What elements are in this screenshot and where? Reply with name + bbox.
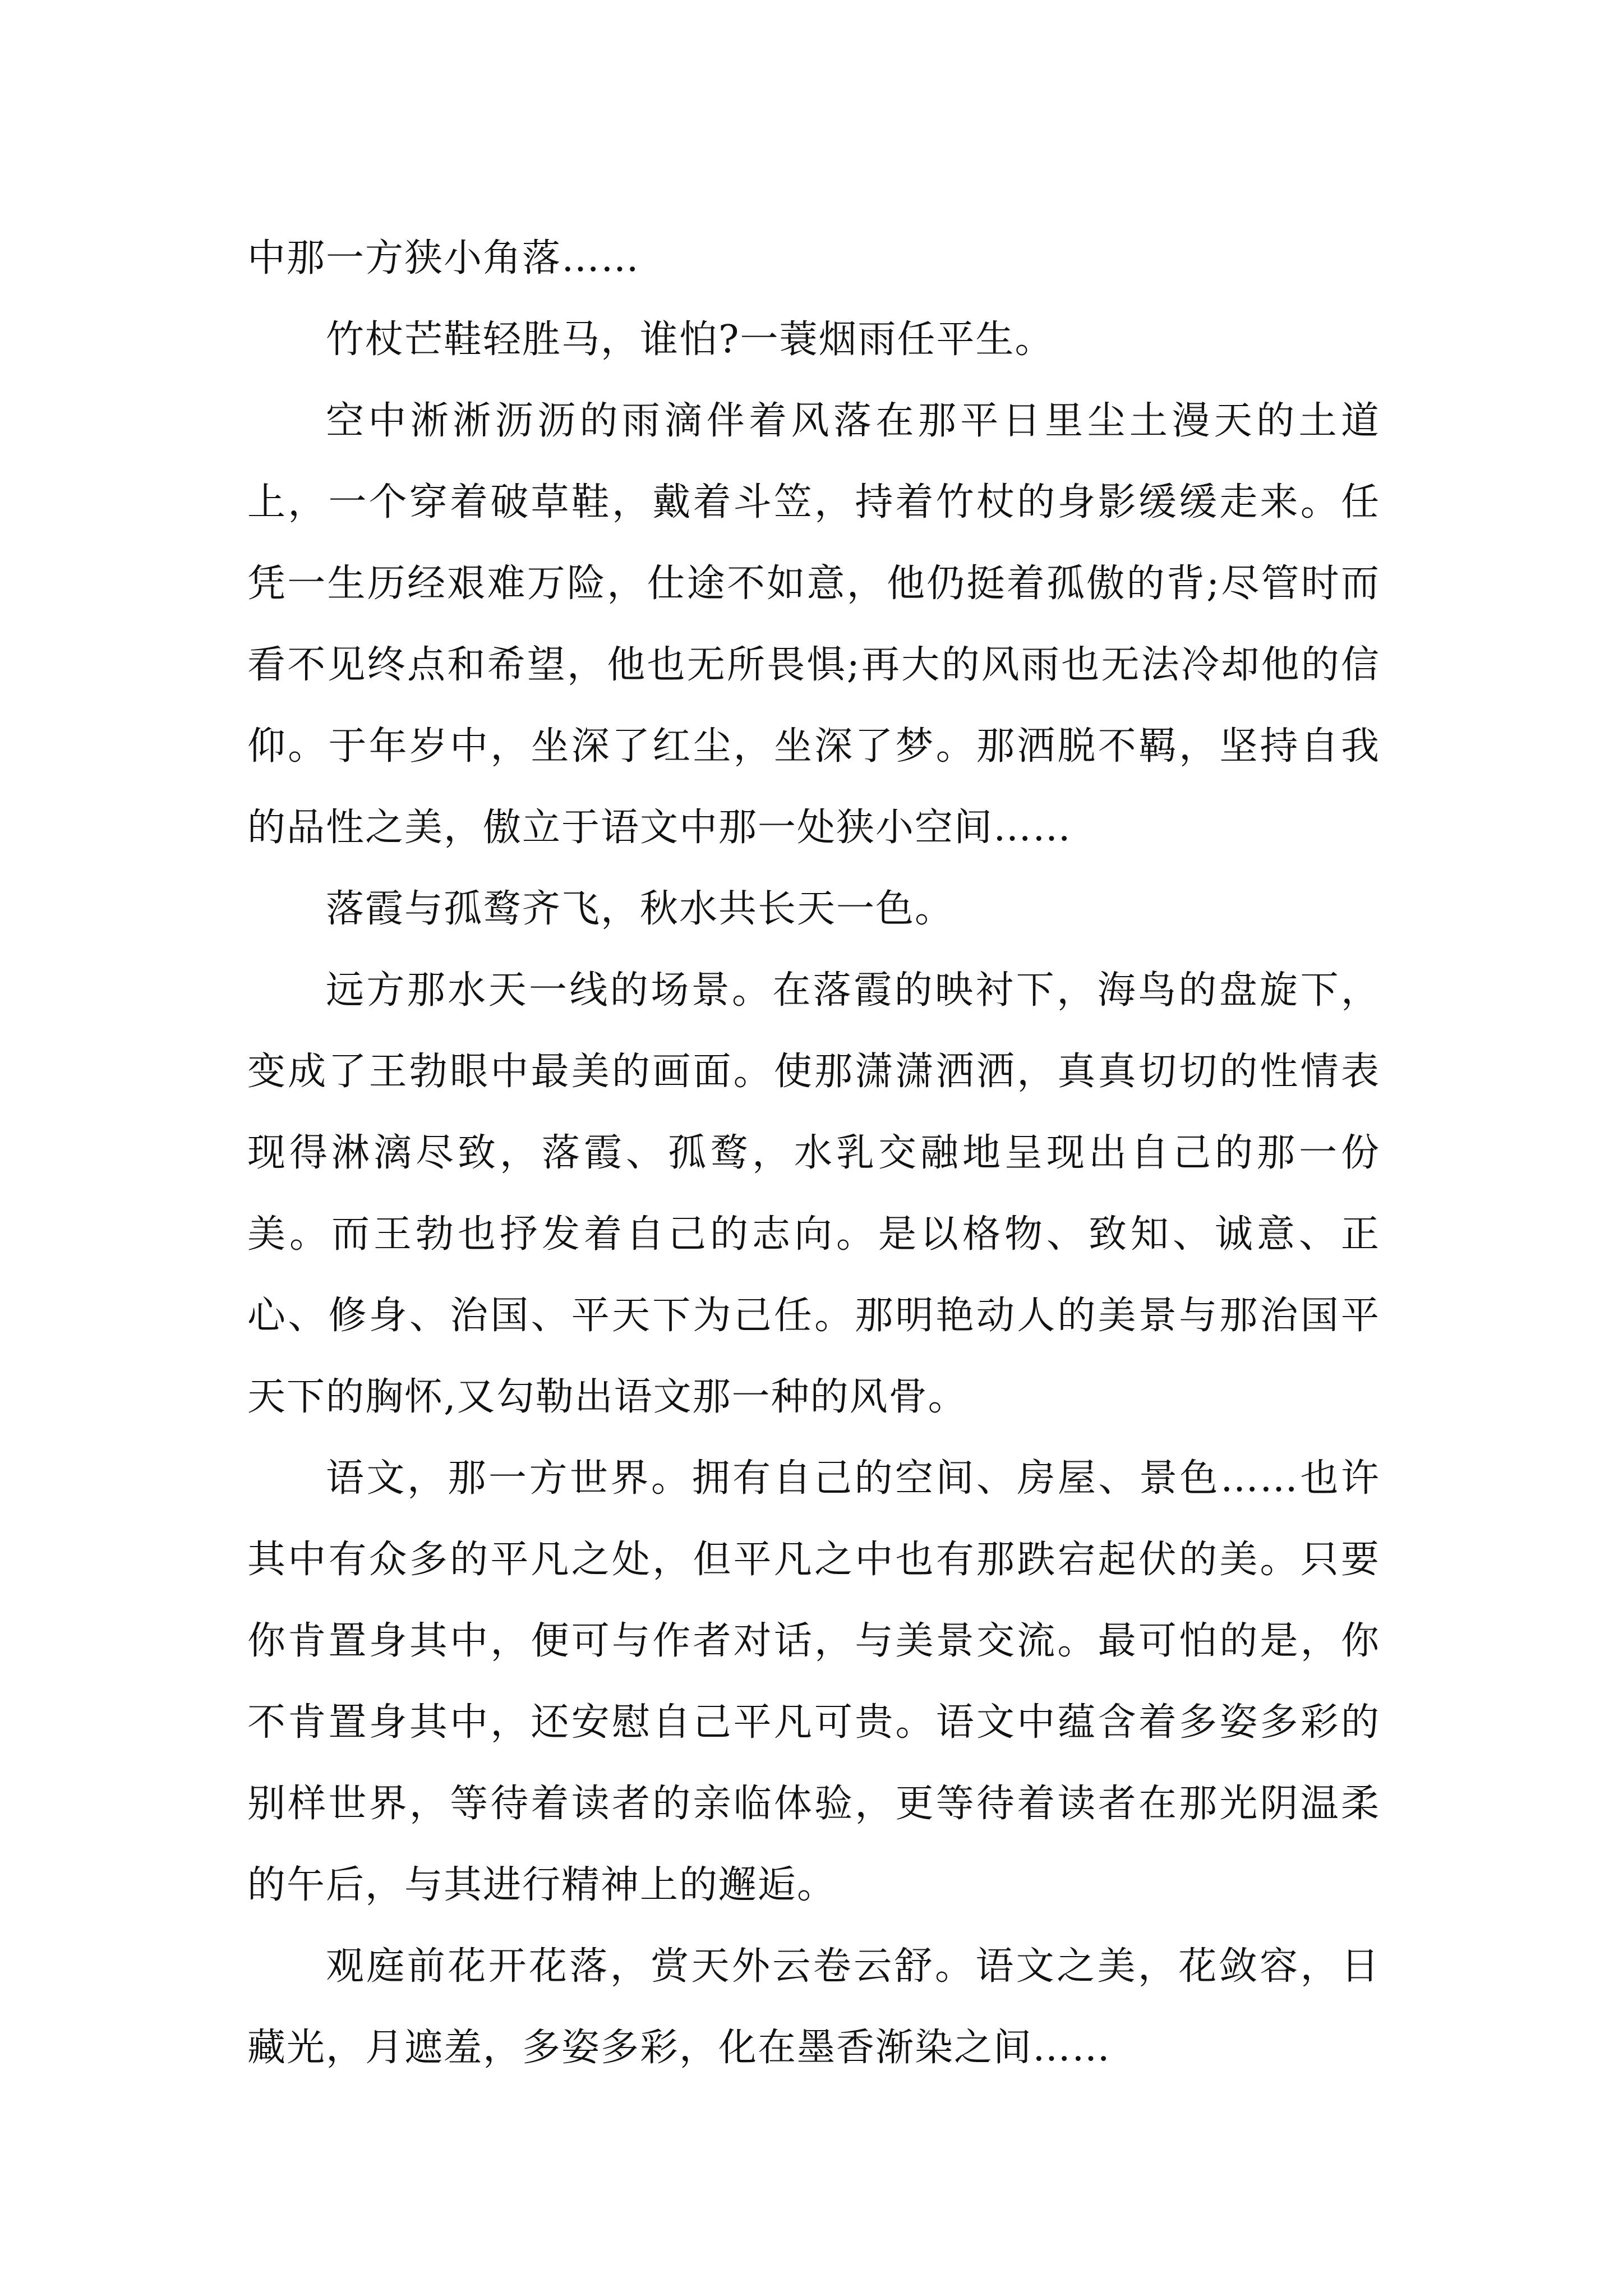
document-body	[247, 218, 1380, 2088]
paragraph-5: 远方那水天一线的场景。在落霞的映衬下，海鸟的盘旋下，变成了王勃眼中最美的画面。使那潇潇洒洒，真真切切的性情表现得淋漓尽致，落霞、孤鹜，水乳交融地呈现出自己的那一份美。而王勃也抒发着自己的志向。是以格物、致知、诚意、正心、修身、治国、平天下为己任。那明艳动人的美景与那治国平天下的胸怀,又勾勒出语文那一种的风骨。	[247, 968, 1380, 1419]
paragraph-1: 中那一方狭小角落……	[247, 236, 640, 280]
paragraph-6: 语文，那一方世界。拥有自己的空间、房屋、景色……也许其中有众多的平凡之处，但平凡之中也有那跌宕起伏的美。只要你肯置身其中，便可与作者对话，与美景交流。最可怕的是，你不肯置身其中，还安慰自己平凡可贵。语文中蕴含着多姿多彩的别样世界，等待着读者的亲临体验，更等待着读者在那光阴温柔的午后，与其进行精神上的邂逅。	[247, 1456, 1380, 1907]
paragraph-2: 竹杖芒鞋轻胜马，谁怕?一蓑烟雨任平生。	[326, 318, 1054, 362]
paragraph-4: 落霞与孤鹜齐飞，秋水共长天一色。	[326, 887, 955, 931]
paragraph-7: 观庭前花开花落，赏天外云卷云舒。语文之美，花敛容，日藏光，月遮羞，多姿多彩，化在墨香渐染之间……	[247, 1944, 1380, 2070]
paragraph-3: 空中淅淅沥沥的雨滴伴着风落在那平日里尘土漫天的土道上，一个穿着破草鞋，戴着斗笠，持着竹杖的身影缓缓走来。任凭一生历经艰难万险，仕途不如意，他仍挺着孤傲的背;尽管时而看不见终点和希望，他也无所畏惧;再大的风雨也无法冷却他的信仰。于年岁中，坐深了红尘，坐深了梦。那洒脱不羁，坚持自我的品性之美，傲立于语文中那一处狭小空间……	[247, 399, 1380, 850]
